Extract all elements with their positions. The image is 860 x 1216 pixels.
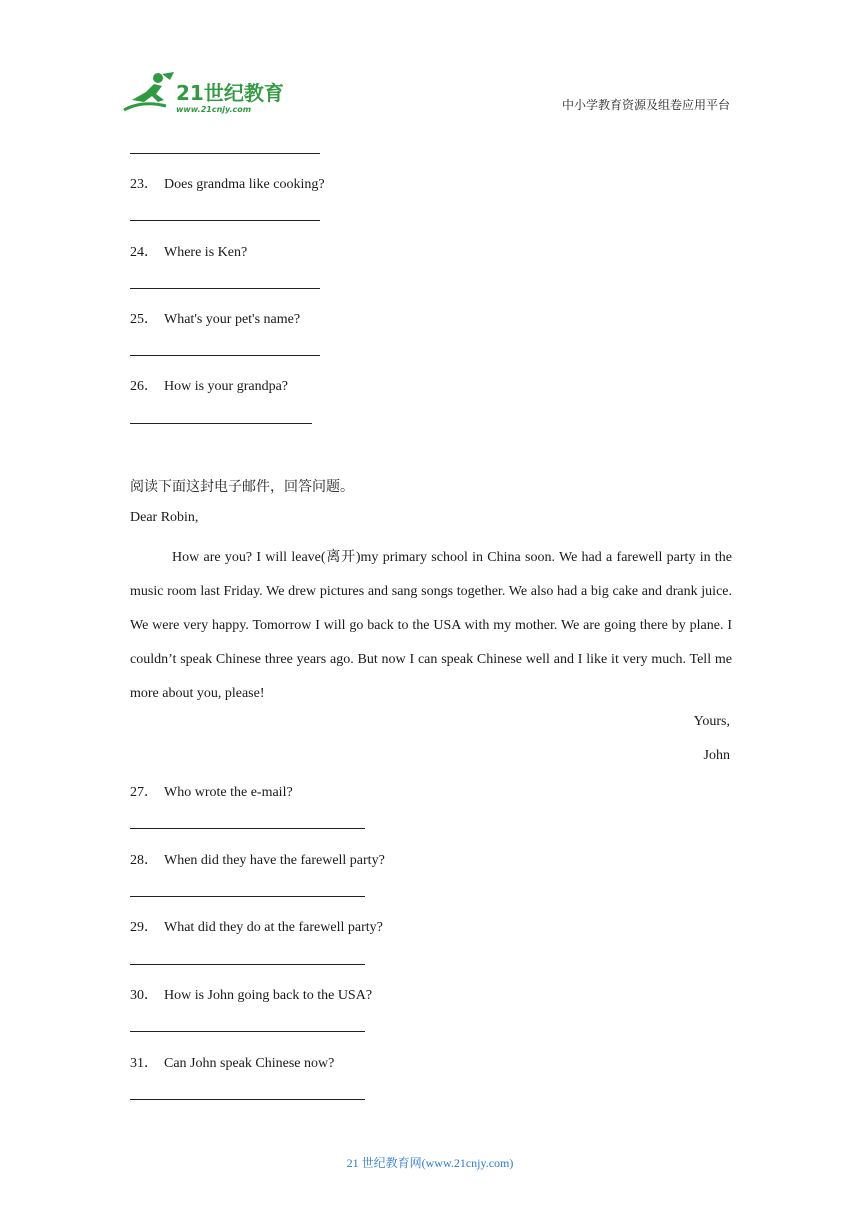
question-text: What's your pet's name? [164,312,301,327]
question-30 [130,984,372,1004]
brand-logo [122,70,292,116]
question-27 [130,781,293,801]
question-25 [130,308,300,328]
question-23 [130,173,325,193]
question-29 [130,916,383,936]
question-text: Does grandma like cooking? [164,177,325,192]
answer-line-24[interactable] [130,288,320,289]
question-text: How is John going back to the USA? [164,988,373,1003]
email-body: How are you? I will leave(离开)my primary school in China soon. We had a farewell party in the music room last Friday. We drew pictures and sang songs together. We also had a big cake and drank juice. We were very happy. Tomorrow I will go back to the USA with my mother. We are going there by plane. I couldn’t speak Chinese three years ago. But now I can speak Chinese well and I like it very much. Tell me more about you, please! [130,550,732,701]
question-28 [130,849,385,869]
question-number: 26． [130,379,158,394]
question-number: 30． [130,988,158,1003]
answer-line-27[interactable] [130,828,365,829]
answer-line-30[interactable] [130,1031,365,1032]
question-26 [130,375,288,395]
question-31 [130,1052,334,1072]
question-number: 25． [130,312,158,327]
answer-line-29[interactable] [130,964,365,965]
question-text: What did they do at the farewell party? [164,920,383,935]
question-number: 28． [130,853,158,868]
answer-line-23[interactable] [130,220,320,221]
answer-line-28[interactable] [130,896,365,897]
footer-link[interactable]: 21 世纪教育网(www.21cnjy.com) [346,1156,514,1170]
email-signature: John [703,748,730,763]
runner-icon [124,72,174,110]
email-greeting: Dear Robin, [130,510,199,525]
question-text: When did they have the farewell party? [164,853,385,868]
logo-text: 21世纪教育 [176,81,284,105]
answer-line-26[interactable] [130,423,312,424]
question-number: 24． [130,245,158,260]
question-text: Can John speak Chinese now? [164,1056,335,1071]
question-number: 27． [130,785,158,800]
answer-line[interactable] [130,153,320,154]
answer-line-31[interactable] [130,1099,365,1100]
question-number: 29． [130,920,158,935]
logo-url: www.21cnjy.com [176,105,252,114]
header-platform-text: 中小学教育资源及组卷应用平台 [561,98,730,112]
question-text: Where is Ken? [164,245,248,260]
answer-line-25[interactable] [130,355,320,356]
email-closing: Yours, [693,714,730,729]
question-text: How is your grandpa? [164,379,289,394]
question-number: 23． [130,177,158,192]
question-number: 31． [130,1056,158,1071]
question-text: Who wrote the e-mail? [164,785,293,800]
reading-instructions: 阅读下面这封电子邮件，回答问题。 [130,480,354,495]
question-24 [130,241,247,261]
